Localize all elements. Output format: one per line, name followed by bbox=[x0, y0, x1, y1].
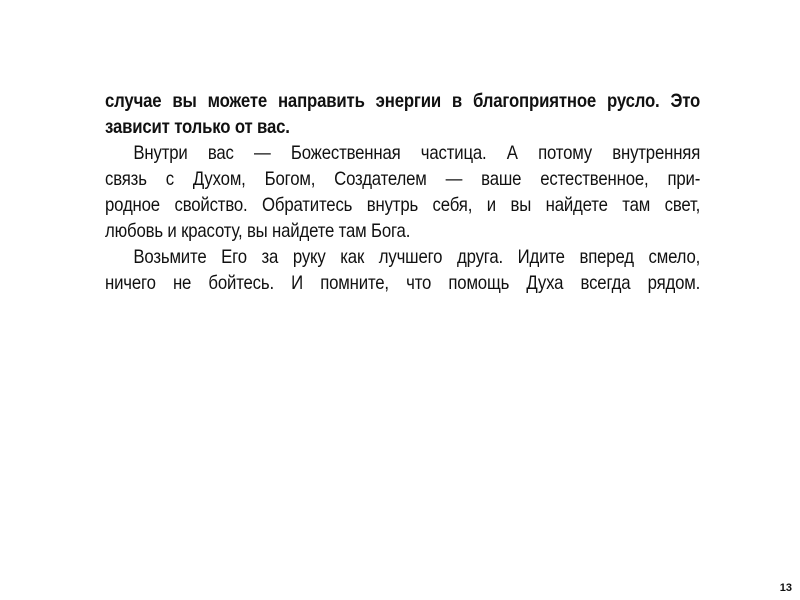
text-line: случае вы можете направить энергии в благоприятное русло. Это bbox=[105, 90, 701, 112]
text-line: зависит только от вас. bbox=[105, 116, 290, 138]
paragraph-2 bbox=[105, 140, 700, 244]
page-number: 13 bbox=[779, 582, 792, 594]
text-line: ничего не бойтесь. И помните, что помощь Духа всегда рядом. bbox=[105, 272, 701, 294]
paragraph-3 bbox=[105, 244, 700, 296]
text-line: родное свойство. Обратитесь внутрь себя, и вы найдете там свет, bbox=[105, 194, 701, 216]
text-line: Возьмите Его за руку как лучшего друга. Идите вперед смело, bbox=[133, 246, 701, 268]
page-body bbox=[105, 88, 700, 296]
text-line: Внутри вас — Божественная частица. А потому внутренняя bbox=[133, 142, 701, 164]
text-line: связь с Духом, Богом, Создателем — ваше естественное, при- bbox=[105, 168, 701, 190]
paragraph-1 bbox=[105, 88, 700, 140]
text-line: любовь и красоту, вы найдете там Бога. bbox=[105, 220, 411, 242]
